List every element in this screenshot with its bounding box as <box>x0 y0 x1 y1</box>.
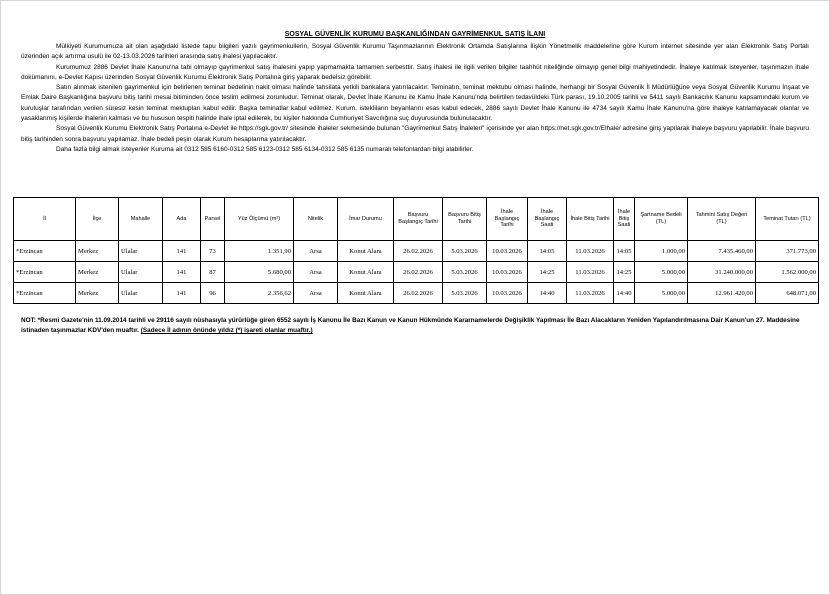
cell-ihale-baslangic-tarihi: 10.03.2026 <box>487 241 528 262</box>
cell-sartname-bedeli: 5.000,00 <box>635 283 688 304</box>
cell-imar-durumu: Konut Alanı <box>338 283 394 304</box>
cell-ihale-baslangic-tarihi: 10.03.2026 <box>487 283 528 304</box>
cell-ilce: Merkez <box>76 241 119 262</box>
cell-il: *Erzincan <box>14 241 76 262</box>
table-row <box>14 241 819 262</box>
announcement-body <box>21 42 809 155</box>
header-mahalle: Mahalle <box>119 198 163 241</box>
paragraph-portal: Sosyal Güvenlik Kurumu Elektronik Satış Portalına e-Devlet ile https://sgk.gov.tr/ sitesinde ihaleler sekmesinde bulunan "Gayrimenkul Satış İhaleleri" içerisinde yer alan https://net.sgk.gov.tr/Elhale/ adresine giriş yapılarak ihaleye başvuru yapılabilir. İhale başvuru bitiş tarihinden sonra başvuru yapılamaz. İhale bedeli peşin olarak Kurum hesaplarına yatırılacaktır. <box>21 125 809 143</box>
cell-yuz-olcumu: 2.356,62 <box>225 283 294 304</box>
cell-parsel: 87 <box>201 262 225 283</box>
cell-ihale-bitis-tarihi: 11.03.2026 <box>567 283 614 304</box>
cell-ihale-baslangic-tarihi: 10.03.2026 <box>487 262 528 283</box>
header-sartname-bedeli: Şartname Bedeli (TL) <box>635 198 688 241</box>
cell-ilce: Merkez <box>76 262 119 283</box>
cell-basvuru-baslangic: 26.02.2026 <box>394 241 443 262</box>
cell-teminat-tutari: 371.773,00 <box>756 241 819 262</box>
header-yuz-olcumu: Yüz Ölçümü (m²) <box>225 198 294 241</box>
cell-ihale-baslangic-saati: 14:25 <box>528 262 567 283</box>
header-nitelik: Nitelik <box>294 198 338 241</box>
cell-mahalle: Ulalar <box>119 241 163 262</box>
paragraph-sale-intro: Mülkiyeti Kurumumuza ait olan aşağıdaki listede tapu bilgileri yazılı gayrimenkullerin, Sosyal Güvenlik Kurumu Taşınmazlarının Elektronik Ortamda Satışlarına İlişkin Yönetmelik maddelerine göre Kurum internet sitesinde yer alan Elektronik Satış Portalı üzerinden açık artırma usulü ile 02-13.03.2026 tarihleri arasında satış ihalesi yapılacaktır. <box>21 43 809 61</box>
cell-ada: 141 <box>163 241 201 262</box>
header-ilce: İlçe <box>76 198 119 241</box>
cell-il: *Erzincan <box>14 283 76 304</box>
paragraph-legal-basis: Kurumumuz 2886 Devlet İhale Kanunu'na tabi olmayıp gayrimenkul satış ihalesini yapıp yapmamakta tamamen serbesttir. Satış ihalesi ile ilgili verilen bilgiler taahhüt niteliğinde olmayıp genel bilgi mahiyetindedir. İhaleye katılmak isteyenler, taşınmazın ihale dokümanını, e-Devlet Kapısı üzerinden Sosyal Güvenlik Kurumu Elektronik Satış Portalına giriş yaparak bedelsiz görebilir. <box>21 63 809 81</box>
header-ada: Ada <box>163 198 201 241</box>
cell-basvuru-baslangic: 26.02.2026 <box>394 262 443 283</box>
cell-ihale-bitis-saati: 14:40 <box>614 283 635 304</box>
cell-sartname-bedeli: 5.000,00 <box>635 262 688 283</box>
cell-ihale-bitis-tarihi: 11.03.2026 <box>567 262 614 283</box>
cell-ihale-bitis-tarihi: 11.03.2026 <box>567 241 614 262</box>
cell-mahalle: Ulalar <box>119 283 163 304</box>
header-ihale-baslangic-tarihi: İhale Başlangıç Tarihi <box>487 198 528 241</box>
cell-teminat-tutari: 648.071,00 <box>756 283 819 304</box>
cell-basvuru-bitis: 5.03.2026 <box>443 241 487 262</box>
cell-ilce: Merkez <box>76 283 119 304</box>
cell-tahmini-satis-degeri: 31.240.000,00 <box>688 262 756 283</box>
cell-imar-durumu: Konut Alanı <box>338 262 394 283</box>
header-basvuru-bitis: Başvuru Bitiş Tarihi <box>443 198 487 241</box>
cell-ihale-bitis-saati: 14:05 <box>614 241 635 262</box>
paragraph-contact: Daha fazla bilgi almak isteyenler Kuruma ait 0312 585 6160-0312 585 6123-0312 585 6134-0312 585 6135 numaralı telefonlardan bilgi alabilirler. <box>56 145 474 153</box>
cell-ihale-bitis-saati: 14:25 <box>614 262 635 283</box>
table-row <box>14 283 819 304</box>
cell-ihale-baslangic-saati: 14:05 <box>528 241 567 262</box>
header-ihale-bitis-saati: İhale Bitiş Saati <box>614 198 635 241</box>
cell-tahmini-satis-degeri: 7.435.460,00 <box>688 241 756 262</box>
cell-sartname-bedeli: 1.000,00 <box>635 241 688 262</box>
cell-basvuru-baslangic: 26.02.2026 <box>394 283 443 304</box>
cell-parsel: 96 <box>201 283 225 304</box>
cell-ihale-baslangic-saati: 14:40 <box>528 283 567 304</box>
cell-nitelik: Arsa <box>294 241 338 262</box>
cell-nitelik: Arsa <box>294 262 338 283</box>
cell-basvuru-bitis: 5.03.2026 <box>443 262 487 283</box>
note-main-text: NOT: *Resmî Gazete'nin 11.09.2014 tarihli ve 29116 sayılı nüshasıyla yürürlüğe giren 6552 sayılı İş Kanunu İle Bazı Kanun ve Kanun Hükmünde Kararnamelerde Değişiklik Yapılması İle Bazı Alacakların Yeniden Yapılandırılmasına Dair Kanun'un 27. Maddesine istinaden taşınmazlar KDV'den muaftır. <box>21 317 800 334</box>
cell-basvuru-bitis: 5.03.2026 <box>443 283 487 304</box>
table-header-row <box>14 198 819 241</box>
cell-mahalle: Ulalar <box>119 262 163 283</box>
table-row <box>14 262 819 283</box>
cell-ada: 141 <box>163 262 201 283</box>
header-ihale-baslangic-saati: İhale Başlangıç Saati <box>528 198 567 241</box>
cell-nitelik: Arsa <box>294 283 338 304</box>
note-underlined-text: (Sadece İl adının önünde yıldız (*) işareti olanlar muaftır.) <box>140 327 313 334</box>
cell-yuz-olcumu: 1.351,90 <box>225 241 294 262</box>
cell-il: *Erzincan <box>14 262 76 283</box>
property-table <box>13 197 819 304</box>
cell-tahmini-satis-degeri: 12.961.420,00 <box>688 283 756 304</box>
cell-imar-durumu: Konut Alanı <box>338 241 394 262</box>
header-il: İl <box>14 198 76 241</box>
header-teminat-tutari: Teminat Tutarı (TL) <box>756 198 819 241</box>
header-parsel: Parsel <box>201 198 225 241</box>
vat-exemption-note <box>21 316 811 336</box>
cell-teminat-tutari: 1.562.000,00 <box>756 262 819 283</box>
header-tahmini-satis-degeri: Tahmini Satış Değeri (TL) <box>688 198 756 241</box>
header-ihale-bitis-tarihi: İhale Bitiş Tarihi <box>567 198 614 241</box>
cell-yuz-olcumu: 5.680,00 <box>225 262 294 283</box>
page-title: SOSYAL GÜVENLİK KURUMU BAŞKANLIĞINDAN GAYRİMENKUL SATIŞ İLANI <box>284 31 546 38</box>
header-imar-durumu: İmar Durumu <box>338 198 394 241</box>
paragraph-guarantee: Satın alınmak istenilen gayrimenkul için belirlenen teminat bedelinin nakit olması halinde tahsilata yetkili bankalara yatırılacaktır. Teminatın, teminat mektubu olması halinde, herhangi bir Sosyal Güvenlik İl Müdürlüğüne veya Sosyal Güvenlik Kurumu İnşaat ve Emlak Daire Başkanlığına başvuru bitiş tarihi mesai bitiminden önce teslim edilmesi zorunludur. Teminat olarak, Devlet İhale Kanunu ile Kamu İhale Kanunu'nda belirtilen tedavüldeki Türk parası, 19.10.2005 tarihli ve 5411 sayılı Bankacılık Kanunu kapsamındaki kurum ve kuruluşlar tarafından verilen süresiz kesin teminat mektupları kabul edilir. Başka teminatlar kabul edilmez. Kurum, istekliların beyanlarını esas kabul edecek, 2886 sayılı Devlet İhale Kanunu ile 4734 sayılı Kamu İhale Kanunu'na göre ihaleye katılamayacak olanlar ve yasaklanmış kişilerde ihalenin kalması ve bu hususun tespiti halinde ihale iptal edilerek, bu kişiler hakkında Cumhuriyet Savcılığına suç duyurusunda bulunulacaktır. <box>21 84 809 123</box>
cell-parsel: 73 <box>201 241 225 262</box>
cell-ada: 141 <box>163 283 201 304</box>
header-basvuru-baslangic: Başvuru Başlangıç Tarihi <box>394 198 443 241</box>
